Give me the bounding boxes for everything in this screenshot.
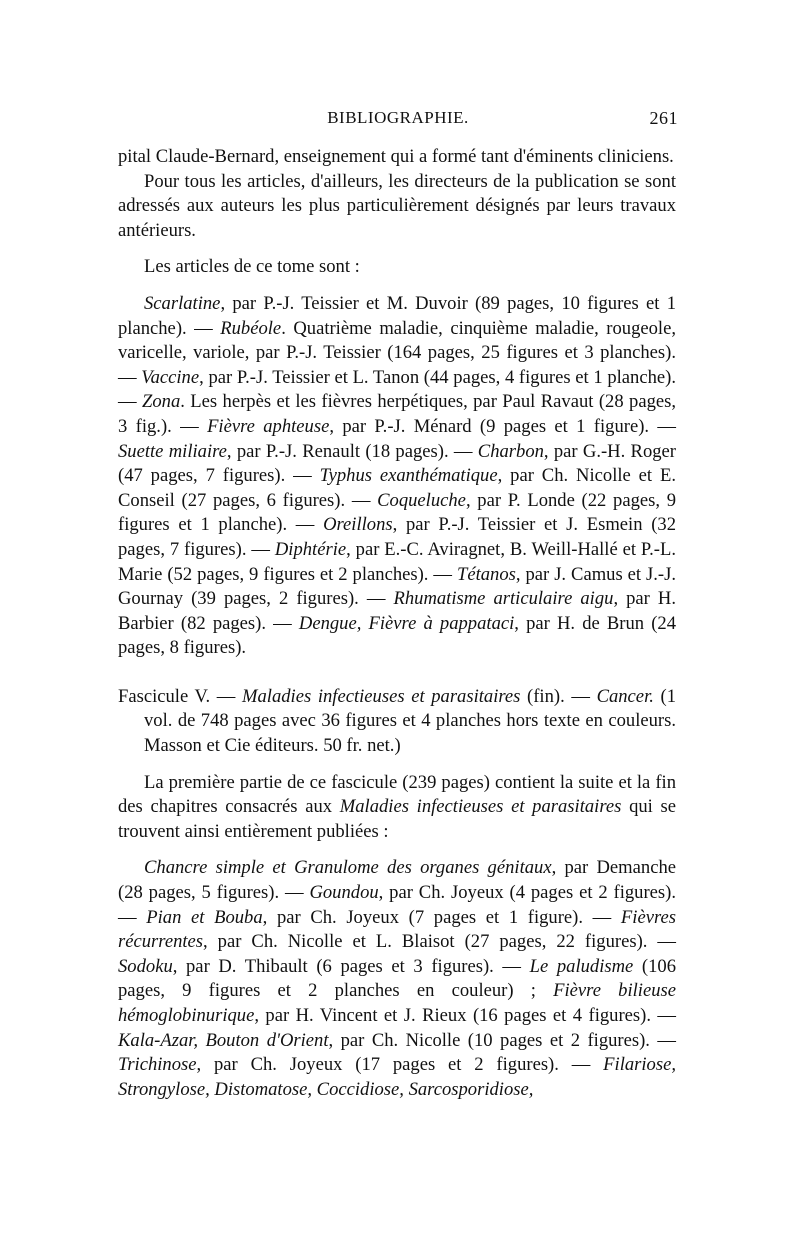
article-entry: Rubéole. Quatrième maladie, cinquième maladie, rougeole, varicelle, variole, par P.-J. Teissier (164 pages, 25 figures et 3 planches). — [118,317,676,388]
article-entry: Trichinose, par Ch. Joyeux (17 pages et 2 figures). — [118,1054,604,1076]
article-entry: Sodoku, par D. Thibault (6 pages et 3 figures). — [118,955,530,977]
article-entry: Dengue, Fièvre à pappataci, par H. de Brun (24 pages, 8 figures). [118,612,677,659]
article-entry: Typhus exanthématique, par Ch. Nicolle et E. Conseil (27 pages, 6 figures). — [118,465,676,511]
article-entry: Zona. Les herpès et les fièvres herpétiques, par Paul Ravaut (28 pages, 3 fig.). — [118,391,677,437]
paragraph-fascicule-contents: La première partie de ce fascicule (239 pages) contient la suite et la fin des chapitres consacrés aux Maladies infectieuses et parasitaires qui se trouvent ainsi entièrement publiées : [118,771,677,842]
article-entry: Diphtérie, par E.-C. Aviragnet, B. Weill-Hallé et P.-L. Marie (52 pages, 9 figures et 2 planches). — [118,538,676,585]
article-entry: Fièvre bilieuse hémoglobinurique, par H. Vincent et J. Rieux (16 pages et 4 figures). — [118,980,677,1026]
article-list [118,292,676,661]
article-entry: Chancre simple et Granulome des organes génitaux, par Demanche (28 pages, 5 figures). — [118,857,676,904]
paragraph-continuation: pital Claude-Bernard, enseignement qui a formé tant d'éminents cliniciens. [118,146,674,167]
article-entry: Scarlatine, par P.-J. Teissier et M. Duvoir (89 pages, 10 figures et 1 planche). — [118,292,676,339]
paragraph-authors: Pour tous les articles, d'ailleurs, les directeurs de la publication se sont adressés aux auteurs les plus particulièrement désignés par leurs travaux antérieurs. [118,170,676,241]
article-entry: Kala-Azar, Bouton d'Orient, par Ch. Nicolle (10 pages et 2 figures). — [118,1029,676,1051]
running-title: BIBLIOGRAPHIE. [327,108,469,127]
article-entry: Charbon, par G.-H. Roger (47 pages, 7 figures). — [118,440,676,487]
running-header [118,108,678,129]
article-entry: Tétanos, par J. Camus et J.-J. Gournay (39 pages, 2 figures). — [118,563,677,610]
article-entry: Oreillons, par P.-J. Teissier et J. Esmein (32 pages, 7 figures). — [118,514,676,560]
article-entry: Suette miliaire, par P.-J. Renault (18 pages). — [118,440,478,462]
article-entry: Le paludisme (106 pages, 9 figures et 2 planches en couleur) ; [118,955,676,1002]
article-entry: Vaccine, par P.-J. Teissier et L. Tanon (44 pages, 4 figures et 1 planche). — [118,366,676,413]
article-entry: Rhumatisme articulaire aigu, par H. Barbier (82 pages). — [118,588,677,634]
article-entry: Fièvre aphteuse, par P.-J. Ménard (9 pages et 1 figure). — [207,415,676,437]
article-entry: Filariose, Strongylose, Distomatose, Coccidiose, Sarcosporidiose, [118,1054,676,1100]
page-number: 261 [649,108,678,128]
article-entry: Goundou, par Ch. Joyeux (4 pages et 2 figures). — [118,882,676,928]
text-body [118,145,676,1102]
article-entry: Coqueluche, par P. Londe (22 pages, 9 figures et 1 planche). — [118,489,676,536]
paragraph-articles-intro: Les articles de ce tome sont : [144,256,360,278]
fascicule-heading: Fascicule V. — Maladies infectieuses et parasitaires (fin). — Cancer. (1 vol. de 748 pages avec 36 figures et 4 planches hors texte en couleurs. Masson et Cie éditeurs. 50 fr. net.) [118,685,676,757]
article-list-2 [118,856,676,1102]
article-entry: Fièvres récurrentes, par Ch. Nicolle et L. Blaisot (27 pages, 22 figures). — [118,906,676,953]
article-entry: Pian et Bouba, par Ch. Joyeux (7 pages et 1 figure). — [146,906,621,928]
